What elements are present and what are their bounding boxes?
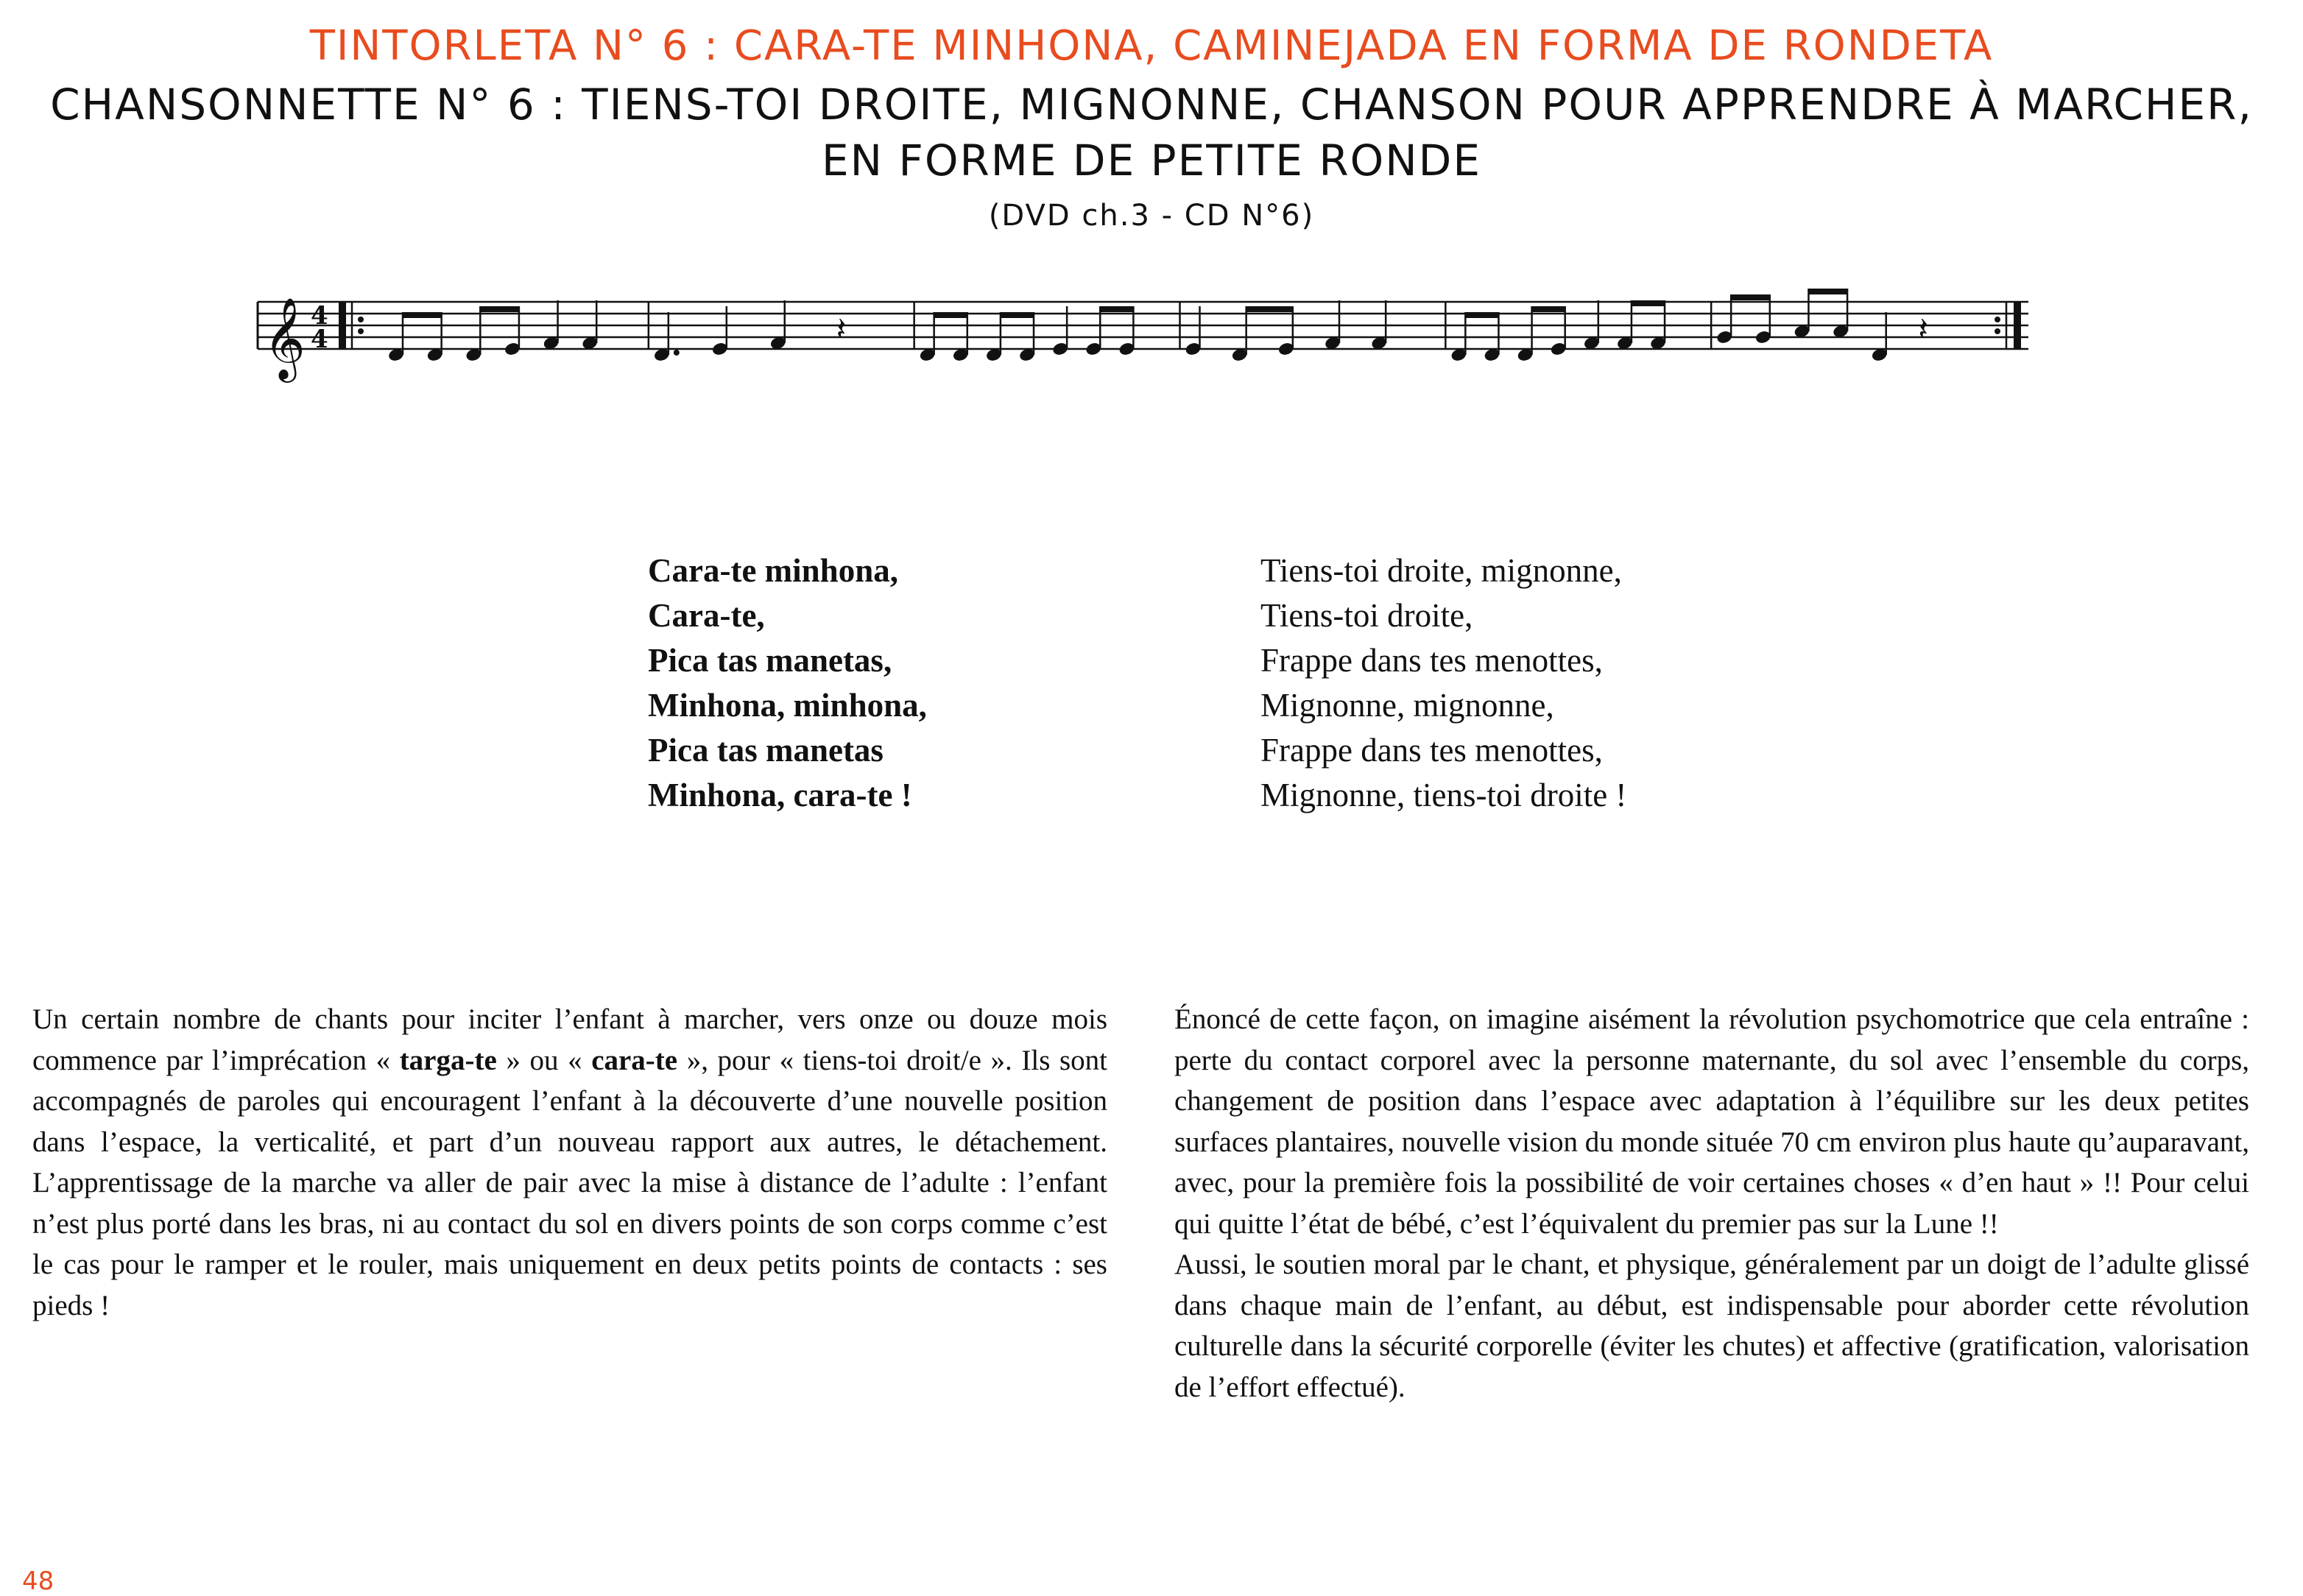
- lyric-line: Frappe dans tes menottes,: [1260, 732, 1603, 769]
- lyric-line: Minhona, minhona,: [648, 687, 927, 724]
- repeat-dot: [358, 317, 364, 322]
- note-beam: [1632, 300, 1665, 306]
- lyric-line: Pica tas manetas: [648, 732, 884, 769]
- lyric-line: Mignonne, mignonne,: [1260, 687, 1554, 724]
- media-reference: (DVD ch.3 - CD N°6): [988, 199, 1315, 233]
- lyric-line: Pica tas manetas,: [648, 642, 892, 679]
- title-french-line1: CHANSONNETTE N° 6 : TIENS-TOI DROITE, MIGNONNE, CHANSON POUR APPRENDRE À MARCHER,: [50, 80, 2253, 130]
- time-signature-bottom: 4: [311, 325, 328, 354]
- note-beam: [1532, 306, 1565, 312]
- lyric-line: Cara-te minhona,: [648, 552, 898, 589]
- time-signature-top: 4: [311, 301, 328, 331]
- note-beam: [934, 312, 967, 318]
- lyric-line: Mignonne, tiens-toi droite !: [1260, 777, 1627, 813]
- note-beam: [1100, 306, 1133, 312]
- repeat-thick-bar: [2014, 302, 2021, 349]
- lyrics-french: [1260, 548, 1626, 818]
- bold-term: targa-te: [399, 1044, 497, 1076]
- paragraph: Aussi, le soutien moral par le chant, et physique, généralement par un doigt de l’adulte glissé dans chaque main de l’enfant, au début, est indispensable pour aborder cette révolution culturelle dans la sécurité corporelle (éviter les chutes) et affective (gratification, valorisation de l’effort effectué).: [1174, 1249, 2249, 1403]
- body-paragraph-right: [1174, 999, 2249, 1408]
- lyric-line: Frappe dans tes menottes,: [1260, 642, 1603, 679]
- quarter-rest-icon: 𝄽: [1918, 311, 1928, 348]
- note-beam: [403, 312, 442, 318]
- note-beam: [1808, 289, 1847, 294]
- lyric-line: Minhona, cara-te !: [648, 777, 912, 813]
- note-beam: [1465, 312, 1498, 318]
- bold-term: cara-te: [591, 1044, 678, 1076]
- repeat-dot: [1995, 328, 2000, 334]
- paragraph: Énoncé de cette façon, on imagine aisément la révolution psychomotrice que cela entraîne : perte du contact corporel avec la personne maternante, du sol avec l’ensemble du corps, changement de position dans l’espace avec adaptation à l’équilibre sur les deux petites surfaces plantaires, nouvelle vision du monde située 70 cm environ plus haute qu’auparavant, avec, pour la première fois la possibilité de voir certaines choses « d’en haut » !! Pour celui qui quitte l’état de bébé, c’est l’équivalent du premier pas sur la Lune !!: [1174, 1003, 2249, 1240]
- lyrics-occitan: [648, 548, 927, 818]
- note-beam: [1731, 294, 1770, 300]
- repeat-thick-bar: [339, 302, 346, 349]
- text-run: Un certain nombre de chants pour inciter l’enfant à marcher, vers onze ou douze mois commence par l’imprécation «: [32, 1003, 1107, 1076]
- music-score: [243, 272, 2039, 398]
- treble-clef-icon: 𝄞: [264, 297, 306, 379]
- title-occitan: TINTORLETA N° 6 : CARA-TE MINHONA, CAMINEJADA EN FORMA DE RONDETA: [309, 22, 1994, 70]
- lyric-line: Tiens-toi droite, mignonne,: [1260, 552, 1622, 589]
- text-run: » ou «: [496, 1044, 592, 1076]
- lyric-line: Cara-te,: [648, 597, 765, 634]
- page-number: 48: [22, 1567, 54, 1596]
- repeat-dot: [358, 328, 364, 334]
- title-french: [0, 77, 2303, 188]
- note-beam: [1246, 306, 1293, 312]
- text-run: », pour « tiens-toi droit/e ». Ils sont accompagnés de paroles qui encouragent l’enfant à la découverte d’une nouvelle position dans l’espace, la verticalité, et part d’un nouveau rapport aux autres, le détachement. L’apprentissage de la marche va aller de pair avec la mise à distance de l’adulte : l’enfant n’est plus porté dans les bras, ni au contact du sol en divers points de son corps comme c’est le cas pour le ramper et le rouler, mais uniquement en deux petits points de contacts : ses pieds !: [32, 1044, 1108, 1321]
- quarter-rest-icon: 𝄽: [836, 311, 847, 348]
- repeat-dot: [1995, 317, 2000, 322]
- body-paragraph-left: [32, 999, 1107, 1326]
- lyric-line: Tiens-toi droite,: [1260, 597, 1473, 634]
- note-beam: [480, 306, 519, 312]
- dot: [674, 350, 680, 356]
- paragraph: [32, 999, 1107, 1326]
- note-beam: [1001, 312, 1034, 318]
- title-french-line2: EN FORME DE PETITE RONDE: [822, 135, 1481, 186]
